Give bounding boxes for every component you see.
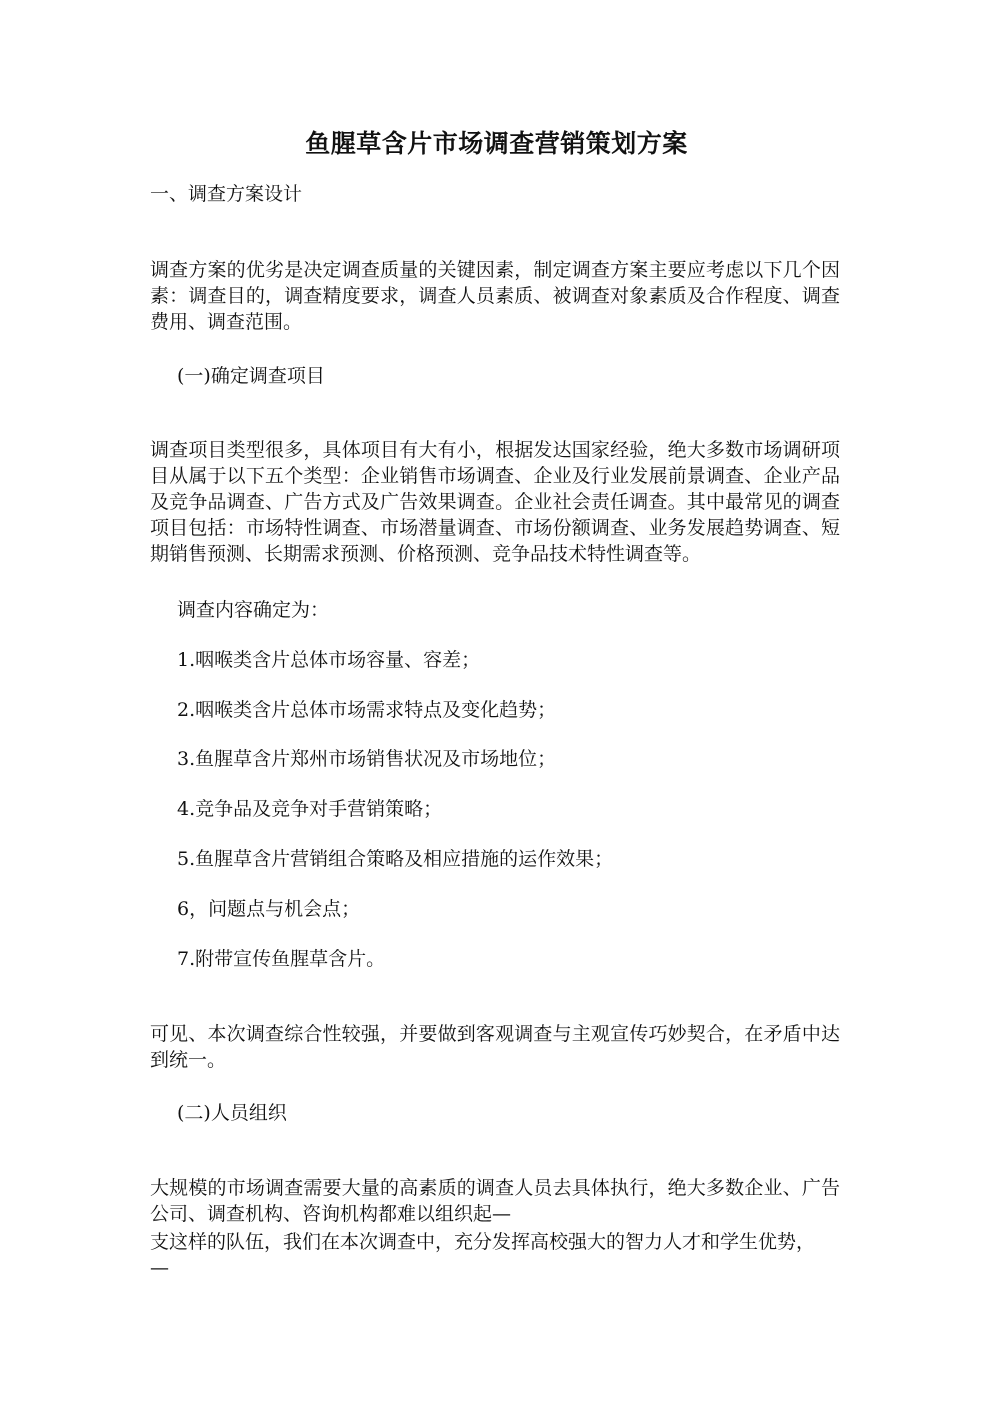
staff-paragraph-line-1: 大规模的市场调查需要大量的高素质的调查人员去具体执行，绝大多数企业、广告公司、调查机构、咨询机构都难以组织起— <box>150 1177 840 1225</box>
intro-paragraph: 调查方案的优劣是决定调查质量的关键因素，制定调查方案主要应考虑以下几个因素：调查目的，调查精度要求，调查人员素质、被调查对象素质及合作程度、调查费用、调查范围。 <box>150 259 840 333</box>
list-item: 3.鱼腥草含片郑州市场销售状况及市场地位； <box>177 748 557 770</box>
subsection-heading-staff-organization: (二)人员组织 <box>177 1102 287 1124</box>
list-item: 5.鱼腥草含片营销组合策略及相应措施的运作效果； <box>177 848 614 870</box>
summary-paragraph: 可见、本次调查综合性较强，并要做到客观调查与主观宣传巧妙契合，在矛盾中达到统一。 <box>150 1023 840 1071</box>
list-item: 6，问题点与机会点； <box>177 898 361 920</box>
list-item: 7.附带宣传鱼腥草含片。 <box>177 948 386 970</box>
subsection-heading-determine-items: (一)确定调查项目 <box>177 365 325 387</box>
list-item: 4.竞争品及竞争对手营销策略； <box>177 798 443 820</box>
list-item: 2.咽喉类含片总体市场需求特点及变化趋势； <box>177 699 557 721</box>
staff-paragraph-line-2: 支这样的队伍，我们在本次调查中，充分发挥高校强大的智力人才和学生优势， <box>150 1231 816 1253</box>
document-title: 鱼腥草含片市场调查营销策划方案 <box>305 129 688 158</box>
survey-content-label: 调查内容确定为： <box>177 599 330 621</box>
staff-paragraph-line-3: — <box>150 1257 169 1279</box>
section-heading-survey-design: 一、调查方案设计 <box>150 183 303 205</box>
list-item: 1.咽喉类含片总体市场容量、容差； <box>177 649 481 671</box>
survey-project-paragraph: 调查项目类型很多，具体项目有大有小，根据发达国家经验，绝大多数市场调研项目从属于以下五个类型：企业销售市场调查、企业及行业发展前景调查、企业产品及竞争品调查、广告方式及广告效果调查。企业社会责任调查。其中最常见的调查项目包括：市场特性调查、市场潜量调查、市场份额调查、业务发展趋势调查、短期销售预测、长期需求预测、价格预测、竞争品技术特性调查等。 <box>150 439 840 565</box>
